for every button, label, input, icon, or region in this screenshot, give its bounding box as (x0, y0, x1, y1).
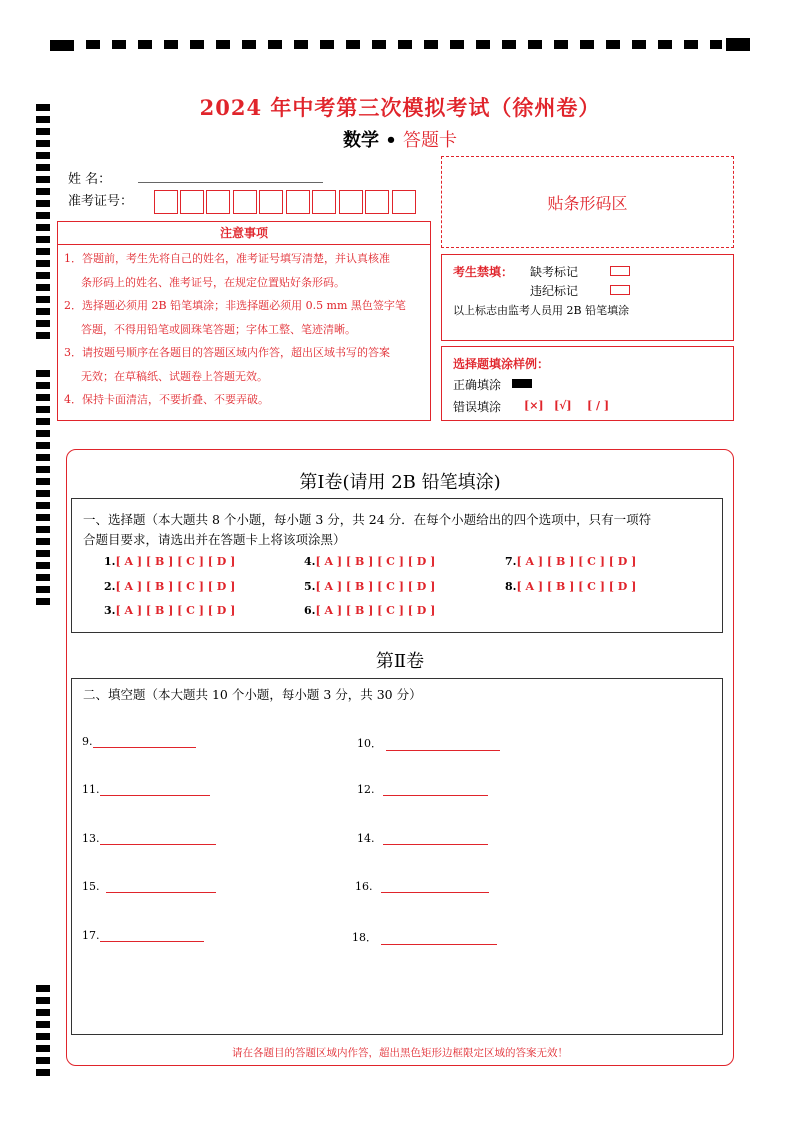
question-row-2[interactable]: 2.[ A ] [ B ] [ C ] [ D ] (104, 580, 236, 593)
notice-item: 1．答题前，考生先将自己的姓名，准考证号填写清楚，并认真核准 (64, 252, 390, 265)
answer-card-label: 答题卡 (403, 130, 458, 151)
notice-item: 条形码上的姓名、准考证号，在规定位置贴好条形码。 (81, 275, 345, 289)
question-row-4[interactable]: 4.[ A ] [ B ] [ C ] [ D ] (304, 555, 436, 568)
name-label: 姓 名： (68, 172, 112, 187)
violation-checkbox[interactable] (610, 285, 630, 295)
blank-15[interactable]: 15. (82, 880, 216, 893)
blank-18[interactable]: 18． (352, 929, 497, 945)
part1-title: 第Ⅰ卷(请用 2B 铅笔填涂) (299, 472, 501, 493)
wrong-mark-check: [√] (554, 399, 572, 412)
absent-checkbox[interactable] (610, 266, 630, 276)
correct-label: 正确填涂 (453, 378, 502, 392)
blank-11[interactable]: 11. (82, 783, 210, 796)
sample-title: 选择题填涂样例： (453, 357, 550, 371)
question-row-1[interactable]: 1.[ A ] [ B ] [ C ] [ D ] (104, 555, 236, 568)
fill-instructions: 二、填空题（本大题共 10 个小题，每小题 3 分，共 30 分） (83, 687, 422, 702)
notice-item: 3．请按题号顺序在各题目的答题区域内作答，超出区域书写的答案 (64, 346, 390, 359)
forbidden-label: 考生禁填： (453, 265, 514, 279)
id-label: 准考证号： (68, 194, 134, 209)
barcode-area (441, 156, 734, 248)
footer-warning: 请在各题目的答题区域内作答，超出黑色矩形边框限定区域的答案无效！ (232, 1047, 568, 1059)
wrong-mark-cross: [×] (524, 399, 544, 412)
notice-item: 无效；在草稿纸、试题卷上答题无效。 (81, 369, 268, 383)
notice-item: 2．选择题必须用 2B 铅笔填涂；非选择题必须用 0.5 mm 黑色签字笔 (64, 299, 406, 312)
wrong-mark-slash: [ / ] (587, 399, 610, 412)
wrong-label: 错误填涂 (453, 400, 502, 414)
page-title: 2024 年中考第三次模拟考试（徐州卷） (199, 95, 601, 120)
sample-box (441, 346, 734, 421)
part2-title: 第Ⅱ卷 (375, 651, 425, 672)
filled-sample-mark (512, 379, 532, 388)
blank-10[interactable]: 10． (357, 735, 500, 751)
notice-item: 答题，不得用铅笔或圆珠笔答题；字体工整、笔迹清晰。 (81, 322, 356, 336)
question-row-5[interactable]: 5.[ A ] [ B ] [ C ] [ D ] (304, 580, 436, 593)
blank-17[interactable]: 17. (82, 929, 204, 942)
blank-12[interactable]: 12. (357, 783, 488, 796)
notice-title: 注意事项 (58, 222, 430, 245)
subtitle-separator: • (378, 130, 404, 151)
name-field[interactable] (138, 182, 323, 183)
page-subtitle (0, 126, 800, 152)
blank-9[interactable]: 9. (82, 735, 196, 748)
question-row-3[interactable]: 3.[ A ] [ B ] [ C ] [ D ] (104, 604, 236, 617)
mc-instructions-line2: 合题目要求，请选出并在答题卡上将该项涂黑） (83, 532, 346, 547)
subject-label: 数学 (342, 130, 379, 151)
question-row-8[interactable]: 8.[ A ] [ B ] [ C ] [ D ] (505, 580, 637, 593)
notice-item: 4．保持卡面清洁，不要折叠、不要弄破。 (64, 393, 269, 406)
question-row-7[interactable]: 7.[ A ] [ B ] [ C ] [ D ] (505, 555, 637, 568)
fill-in-box (71, 678, 723, 1035)
violation-label: 违纪标记 (530, 284, 579, 298)
mc-instructions-line1: 一、选择题（本大题共 8 个小题，每小题 3 分，共 24 分．在每个小题给出的四个选项中，只有一项符 (83, 512, 652, 527)
forbidden-note: 以上标志由监考人员用 2B 铅笔填涂 (453, 304, 630, 317)
blank-13[interactable]: 13. (82, 832, 216, 845)
blank-16[interactable]: 16. (355, 880, 489, 893)
blank-14[interactable]: 14. (357, 832, 488, 845)
barcode-label: 贴条形码区 (547, 193, 628, 213)
notice-box (57, 221, 431, 421)
question-row-6[interactable]: 6.[ A ] [ B ] [ C ] [ D ] (304, 604, 436, 617)
forbidden-box (441, 254, 734, 341)
absent-label: 缺考标记 (530, 265, 579, 279)
